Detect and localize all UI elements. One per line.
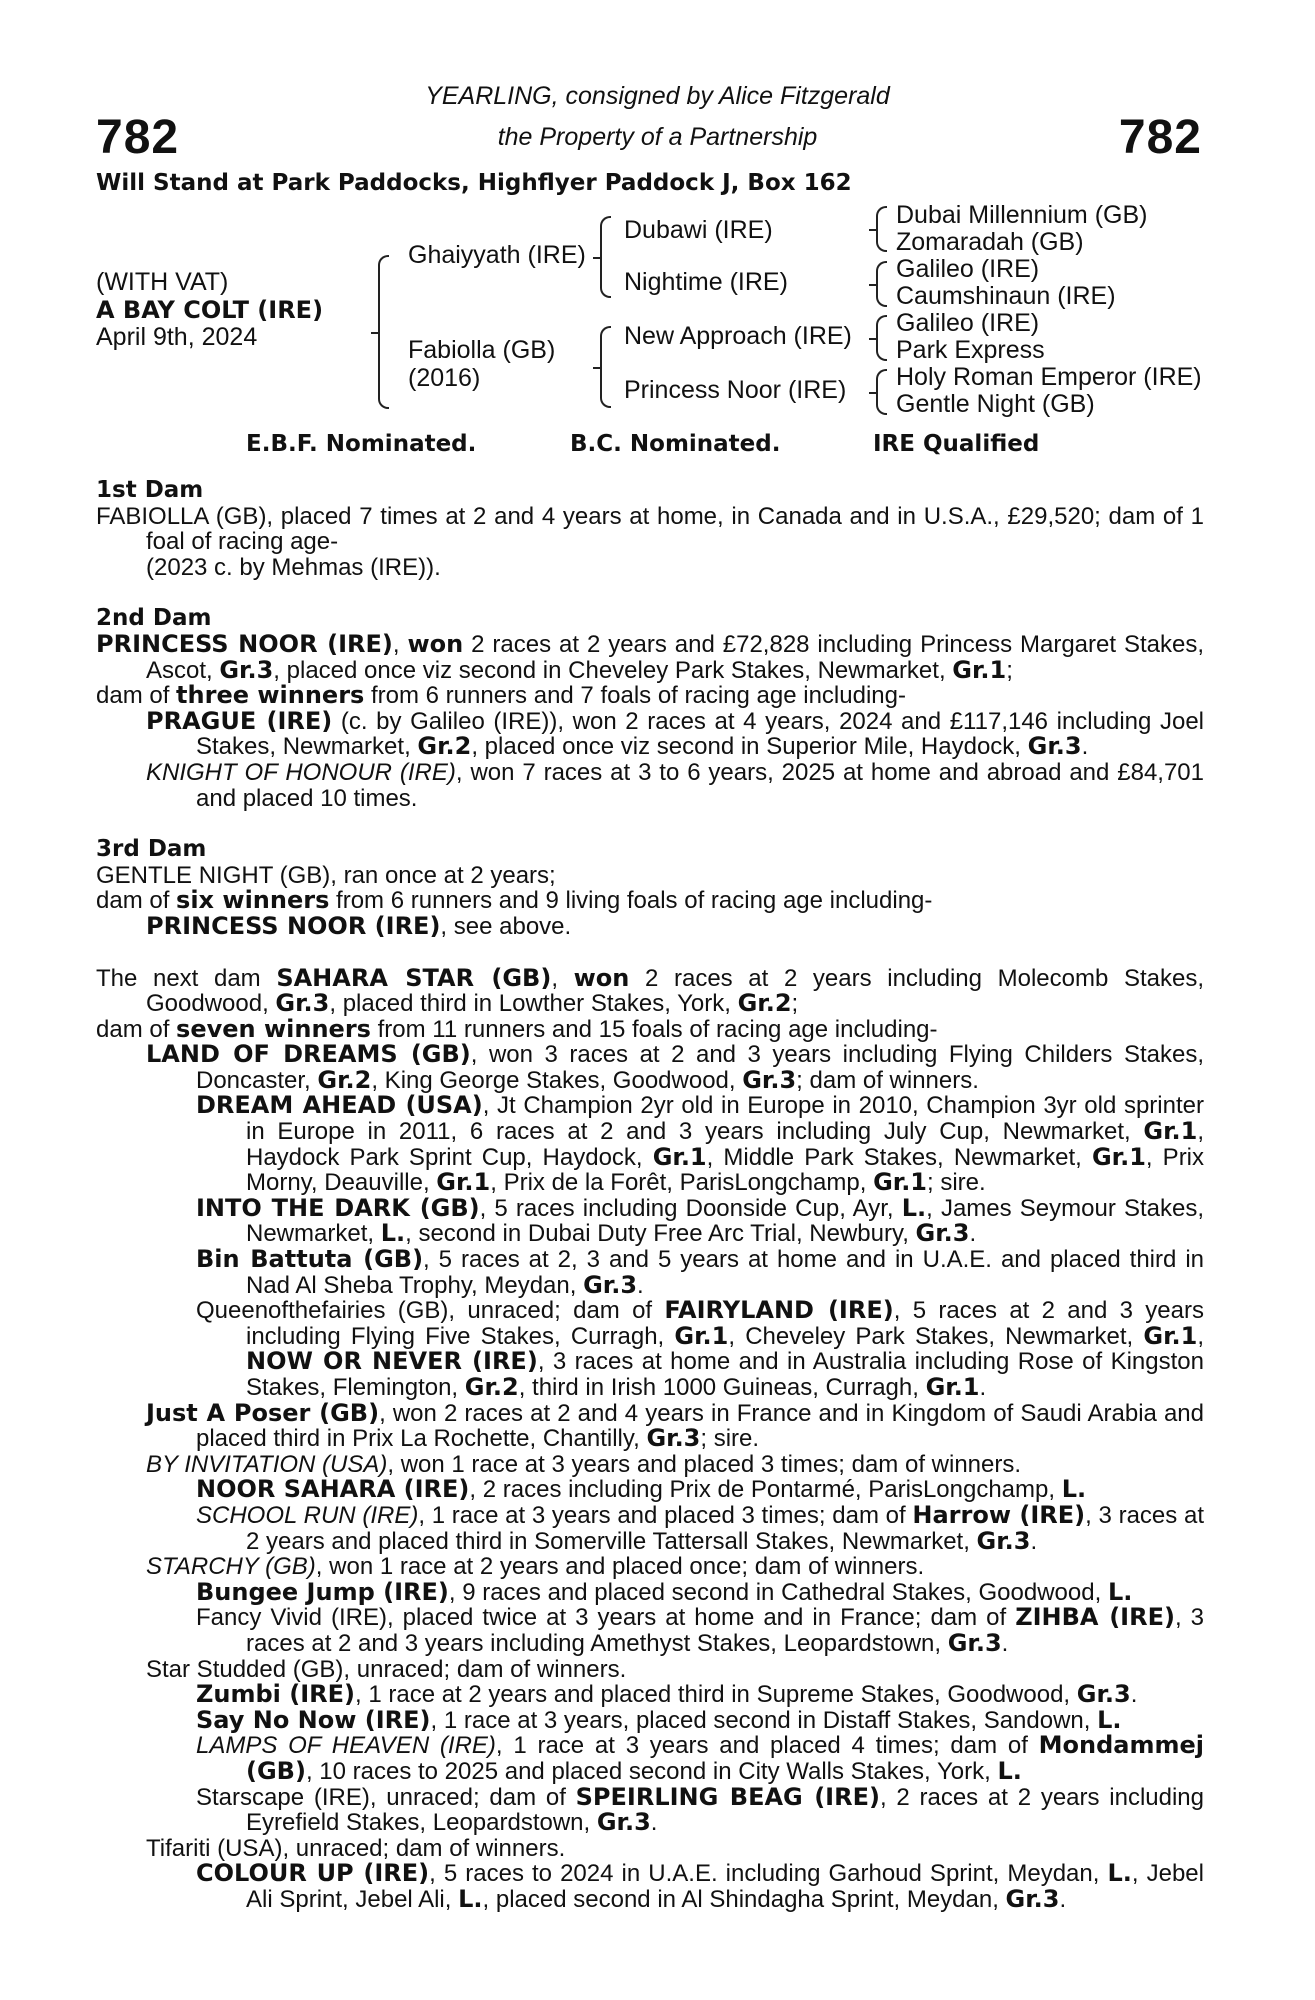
text: , Cheveley Park Stakes, Newmarket, bbox=[728, 1322, 1144, 1350]
horse-name: SPEIRLING BEAG (IRE) bbox=[575, 1782, 880, 1811]
produce-entry bbox=[96, 1500, 1204, 1555]
grade: L. bbox=[997, 1756, 1022, 1785]
text: from 11 runners and 15 foals of racing age including- bbox=[370, 1015, 938, 1043]
grade: Gr.3 bbox=[275, 989, 330, 1018]
produce-entry bbox=[96, 1657, 1204, 1683]
grade: Gr.3 bbox=[596, 1808, 651, 1837]
third-dam-entry: GENTLE NIGHT (GB), ran once at 2 years; bbox=[96, 861, 556, 889]
produce-entry bbox=[96, 911, 1204, 940]
grade: Gr.1 bbox=[952, 655, 1007, 684]
produce-entry bbox=[96, 1298, 1204, 1400]
horse-name: BY INVITATION (USA) bbox=[146, 1450, 388, 1478]
dam-dam: Princess Noor (IRE) bbox=[624, 376, 847, 404]
grade: Gr.3 bbox=[1076, 1680, 1131, 1709]
sire-sire-sire: Dubai Millennium (GB) bbox=[896, 201, 1148, 229]
stand-location: Will Stand at Park Paddocks, Highflyer Paddock J, Box 162 bbox=[96, 170, 852, 196]
horse-name: SAHARA STAR (GB) bbox=[276, 963, 552, 992]
horse-dob: April 9th, 2024 bbox=[96, 323, 258, 351]
first-dam-text: FABIOLLA (GB), placed 7 times at 2 and 4 years at home, in Canada and in U.S.A., £29,520; dam of 1 foal of racing age- bbox=[96, 502, 1204, 556]
text: Fancy Vivid (IRE), placed twice at 3 years at home and in France; dam of bbox=[196, 1604, 1016, 1632]
horse-name: LAND OF DREAMS (GB) bbox=[146, 1040, 471, 1069]
sire-dam: Nightime (IRE) bbox=[624, 268, 788, 296]
brace-ss bbox=[876, 206, 887, 252]
produce-entry bbox=[96, 1605, 1204, 1656]
produce-entry bbox=[96, 1042, 1204, 1093]
produce-entry bbox=[96, 1554, 1204, 1580]
first-dam-title: 1st Dam bbox=[96, 477, 204, 503]
text: , won 1 race at 2 years and placed once; dam of winners. bbox=[315, 1553, 925, 1581]
text: ; sire. bbox=[700, 1425, 760, 1453]
horse-name: Harrow (IRE) bbox=[912, 1500, 1086, 1529]
text: , King George Stakes, Goodwood, bbox=[371, 1066, 743, 1094]
horse-name: KNIGHT OF HONOUR (IRE) bbox=[146, 758, 456, 786]
first-dam-entry bbox=[96, 504, 1204, 555]
text: . bbox=[1059, 1885, 1067, 1913]
winners-count: seven winners bbox=[176, 1014, 371, 1043]
grade: Gr.3 bbox=[219, 655, 274, 684]
text: , 1 race at 2 years and placed third in Supreme Stakes, Goodwood, bbox=[355, 1681, 1077, 1709]
horse-name: ZIHBA (IRE) bbox=[1015, 1603, 1175, 1632]
text: , placed once viz second in Cheveley Park Stakes, Newmarket, bbox=[273, 656, 953, 684]
text: , 1 race at 3 years, placed second in Distaff Stakes, Sandown, bbox=[430, 1706, 1098, 1734]
catalogue-body bbox=[96, 478, 1204, 1912]
text: dam of bbox=[96, 887, 177, 915]
brace-dd bbox=[876, 369, 887, 415]
text: dam of bbox=[96, 682, 177, 710]
text: from 6 runners and 7 foals of racing age including- bbox=[364, 682, 906, 710]
grade: L. bbox=[1061, 1475, 1087, 1504]
text: ; bbox=[1006, 656, 1013, 684]
sire-dam-sire: Galileo (IRE) bbox=[896, 255, 1040, 283]
grade: Gr.1 bbox=[1143, 1321, 1198, 1350]
horse-name: LAMPS OF HEAVEN (IRE) bbox=[196, 1732, 496, 1760]
text: , Jebel Ali Sprint, Jebel Ali, bbox=[246, 1860, 1204, 1913]
grade: Gr.1 bbox=[1143, 1117, 1198, 1146]
vat-note: (WITH VAT) bbox=[96, 268, 229, 296]
grade: L. bbox=[1097, 1705, 1122, 1734]
horse-name: PRAGUE (IRE) bbox=[146, 706, 333, 735]
next-dam-entry: The next dam SAHARA STAR (GB), won 2 races at 2 years including Molecomb Stakes, Goodwood, Gr.3, placed third in Lowther Stakes, York, Gr.2; bbox=[96, 963, 1204, 1018]
sire: Ghaiyyath (IRE) bbox=[408, 241, 586, 269]
horse-name: PRINCESS NOOR (IRE) bbox=[96, 629, 393, 658]
text: , 3 races at 2 and 3 years including Amethyst Stakes, Leopardstown, bbox=[246, 1604, 1205, 1657]
text: , James Seymour Stakes, Newmarket, bbox=[246, 1194, 1205, 1248]
lot-number-left: 782 bbox=[96, 111, 180, 164]
grade: Gr.1 bbox=[674, 1321, 729, 1350]
text: , 1 race at 3 years and placed 4 times; dam of bbox=[495, 1732, 1039, 1760]
horse-name: Zumbi (IRE) bbox=[196, 1680, 355, 1709]
text: . bbox=[1081, 733, 1089, 761]
text: , bbox=[1197, 1322, 1204, 1350]
horse-name: Bin Battuta (GB) bbox=[196, 1245, 424, 1274]
grade: Gr.3 bbox=[947, 1628, 1002, 1657]
horse-name: A BAY COLT (IRE) bbox=[96, 296, 324, 324]
grade: Gr.1 bbox=[652, 1142, 707, 1171]
text: ; bbox=[791, 990, 799, 1018]
horse-name: Say No Now (IRE) bbox=[196, 1705, 431, 1734]
dam-sire-sire: Galileo (IRE) bbox=[896, 309, 1040, 337]
horse-name: FAIRYLAND (IRE) bbox=[664, 1296, 894, 1325]
produce-entry bbox=[96, 1577, 1204, 1606]
brace-sire bbox=[600, 216, 611, 298]
grade: Gr.1 bbox=[1091, 1142, 1146, 1171]
grade: Gr.3 bbox=[583, 1270, 638, 1299]
horse-name: COLOUR UP (IRE) bbox=[196, 1859, 430, 1888]
brace-ds bbox=[876, 315, 887, 361]
winners-count: six winners bbox=[176, 886, 330, 915]
text: , 3 races at 2 years and placed third in Somerville Tattersall Stakes, Newmarket, bbox=[246, 1501, 1204, 1555]
grade: L. bbox=[1107, 1859, 1132, 1888]
text: , 2 races at 2 years including Eyrefield Stakes, Leopardstown, bbox=[246, 1783, 1204, 1837]
dam-year: (2016) bbox=[408, 364, 481, 392]
text: (c. by Galileo (IRE)), won 2 races at 4 years, 2024 and £117,146 including Joel Stakes, Newmarket, bbox=[196, 707, 1204, 761]
produce-entry bbox=[96, 1398, 1204, 1453]
text: , second in Dubai Duty Free Arc Trial, Newbury, bbox=[405, 1220, 916, 1248]
text: . bbox=[650, 1809, 658, 1837]
horse-name: Just A Poser (GB) bbox=[146, 1398, 380, 1427]
produce-entry bbox=[96, 1861, 1204, 1912]
text: from 6 runners and 9 living foals of racing age including- bbox=[329, 887, 933, 915]
dam-sire-dam: Park Express bbox=[896, 336, 1045, 364]
dam: Fabiolla (GB) bbox=[408, 336, 556, 364]
text: , Haydock Park Sprint Cup, Haydock, bbox=[246, 1118, 1204, 1171]
text: 2 races at 2 years and £72,828 including Princess Margaret Stakes, Ascot, bbox=[146, 630, 1204, 684]
ebf-nominated: E.B.F. Nominated. bbox=[246, 431, 477, 457]
text: ; sire. bbox=[927, 1169, 986, 1197]
grade: Gr.1 bbox=[873, 1168, 928, 1197]
horse-name: Mondammej (GB) bbox=[246, 1731, 1205, 1785]
text: , see above. bbox=[440, 912, 572, 940]
text: , placed third in Lowther Stakes, York, bbox=[329, 990, 738, 1018]
text: , 5 races including Doonside Cup, Ayr, bbox=[479, 1194, 902, 1222]
text: ; dam of winners. bbox=[796, 1066, 979, 1094]
second-dam-produce bbox=[96, 683, 1204, 709]
text: The next dam bbox=[96, 964, 277, 992]
grade: L. bbox=[380, 1219, 406, 1248]
text: dam of bbox=[96, 1015, 177, 1043]
horse-name: NOOR SAHARA (IRE) bbox=[196, 1475, 470, 1504]
grade: L. bbox=[1107, 1577, 1133, 1606]
text: Starscape (IRE), unraced; dam of bbox=[196, 1783, 576, 1811]
lot-number-right: 782 bbox=[1118, 111, 1202, 164]
first-dam-foal: (2023 c. by Mehmas (IRE)). bbox=[146, 553, 441, 581]
next-dam-produce bbox=[96, 1014, 1204, 1043]
horse-name: DREAM AHEAD (USA) bbox=[196, 1091, 483, 1120]
produce-entry bbox=[96, 1705, 1204, 1734]
text: , Jt Champion 2yr old in Europe in 2010, Champion 3yr old sprinter in Europe in 2011, 6 races at 2 and 3 years including July Cup, Newmarket, bbox=[246, 1092, 1204, 1146]
text: , placed once viz second in Superior Mile, Haydock, bbox=[471, 733, 1028, 761]
text: Star Studded (GB), unraced; dam of winners. bbox=[146, 1655, 627, 1683]
produce-entry bbox=[96, 1782, 1204, 1837]
horse-name: STARCHY (GB) bbox=[146, 1553, 316, 1581]
text: , Prix Morny, Deauville, bbox=[246, 1143, 1205, 1197]
text: . bbox=[1030, 1527, 1038, 1555]
brace-dam bbox=[600, 326, 611, 408]
grade: Gr.3 bbox=[1027, 732, 1082, 761]
winners-count: three winners bbox=[176, 681, 365, 710]
won-label: won bbox=[407, 629, 464, 658]
dam-dam-sire: Holy Roman Emperor (IRE) bbox=[896, 363, 1202, 391]
grade: Gr.2 bbox=[737, 989, 792, 1018]
sire-dam-dam: Caumshinaun (IRE) bbox=[896, 282, 1116, 310]
grade: Gr.2 bbox=[317, 1065, 372, 1094]
text: , won 2 races at 2 and 4 years in France and in Kingdom of Saudi Arabia and placed third in Prix La Rochette, Chantilly, bbox=[196, 1399, 1204, 1453]
text: Queenofthefairies (GB), unraced; dam of bbox=[196, 1297, 665, 1325]
horse-name: PRINCESS NOOR (IRE) bbox=[146, 911, 441, 940]
sire-sire: Dubawi (IRE) bbox=[624, 216, 773, 244]
produce-entry bbox=[96, 706, 1204, 761]
text: , 5 races at 2, 3 and 5 years at home and in U.A.E. and placed third in Nad Al Sheba Trophy, Meydan, bbox=[246, 1246, 1204, 1299]
text: , 1 race at 3 years and placed 3 times; dam of bbox=[418, 1501, 913, 1529]
grade: Gr.3 bbox=[742, 1065, 797, 1094]
produce-entry bbox=[96, 1093, 1204, 1195]
text: , 5 races at 2 and 3 years including Flying Five Stakes, Curragh, bbox=[246, 1297, 1204, 1350]
second-dam-title: 2nd Dam bbox=[96, 605, 212, 632]
brace-main bbox=[378, 255, 389, 409]
dam-sire: New Approach (IRE) bbox=[624, 322, 852, 350]
produce-entry bbox=[96, 760, 1204, 811]
grade: Gr.3 bbox=[1005, 1884, 1060, 1913]
text: , 10 races to 2025 and placed second in City Walls Stakes, York, bbox=[305, 1757, 998, 1785]
grade: Gr.1 bbox=[925, 1373, 980, 1401]
grade: Gr.2 bbox=[417, 732, 472, 761]
third-dam-produce bbox=[96, 888, 1204, 914]
text: . bbox=[969, 1220, 977, 1248]
horse-name: Bungee Jump (IRE) bbox=[196, 1577, 449, 1606]
grade: L. bbox=[458, 1884, 483, 1913]
consignor-line: YEARLING, consigned by Alice Fitzgerald bbox=[425, 82, 890, 110]
text: , placed second in Al Shindagha Sprint, Meydan, bbox=[482, 1885, 1006, 1913]
text: , 3 races at home and in Australia including Rose of Kingston Stakes, Flemington, bbox=[246, 1348, 1204, 1401]
ire-qualified: IRE Qualified bbox=[873, 431, 1040, 457]
horse-name: INTO THE DARK (GB) bbox=[196, 1193, 480, 1222]
text: . bbox=[1130, 1681, 1138, 1709]
text: . bbox=[1001, 1629, 1009, 1657]
text: , won 1 race at 3 years and placed 3 times; dam of winners. bbox=[387, 1450, 1022, 1478]
text: , 5 races to 2024 in U.A.E. including Garhoud Sprint, Meydan, bbox=[429, 1860, 1108, 1888]
sire-sire-dam: Zomaradah (GB) bbox=[896, 228, 1084, 256]
text: . bbox=[637, 1271, 644, 1299]
text: , Prix de la Forêt, ParisLongchamp, bbox=[490, 1169, 874, 1197]
grade: Gr.3 bbox=[915, 1219, 970, 1248]
text: . bbox=[979, 1374, 987, 1401]
produce-entry bbox=[96, 1247, 1204, 1298]
brace-sd bbox=[876, 261, 887, 307]
produce-entry bbox=[96, 1733, 1204, 1784]
grade: Gr.1 bbox=[436, 1168, 491, 1197]
grade: Gr.2 bbox=[464, 1373, 519, 1401]
text: , won 3 races at 2 and 3 years including Flying Childers Stakes, Doncaster, bbox=[196, 1041, 1204, 1094]
text: , third in Irish 1000 Guineas, Curragh, bbox=[518, 1374, 926, 1401]
text: , won 7 races at 3 to 6 years, 2025 at home and abroad and £84,701 and placed 10 times. bbox=[196, 758, 1205, 812]
bc-nominated: B.C. Nominated. bbox=[570, 431, 781, 457]
produce-entry bbox=[96, 1477, 1204, 1503]
grade: Gr.3 bbox=[976, 1526, 1031, 1555]
grade: L. bbox=[901, 1193, 927, 1222]
grade: Gr.3 bbox=[646, 1424, 701, 1453]
produce-entry bbox=[96, 1452, 1204, 1478]
text: , Middle Park Stakes, Newmarket, bbox=[706, 1143, 1092, 1171]
produce-entry bbox=[96, 1682, 1204, 1708]
horse-name: SCHOOL RUN (IRE) bbox=[196, 1501, 419, 1529]
horse-name: NOW OR NEVER (IRE) bbox=[246, 1347, 538, 1376]
property-line: the Property of a Partnership bbox=[497, 123, 818, 151]
dam-dam-dam: Gentle Night (GB) bbox=[896, 390, 1095, 418]
text: Tifariti (USA), unraced; dam of winners. bbox=[146, 1834, 566, 1862]
third-dam-title: 3rd Dam bbox=[96, 836, 207, 863]
won-label: won bbox=[573, 963, 630, 992]
second-dam-entry: PRINCESS NOOR (IRE), won 2 races at 2 years and £72,828 including Princess Margaret Stakes, Ascot, Gr.3, placed once viz second in Cheveley Park Stakes, Newmarket, Gr.1; bbox=[96, 629, 1204, 684]
produce-entry bbox=[96, 1836, 1204, 1862]
text: , 2 races including Prix de Pontarmé, ParisLongchamp, bbox=[469, 1476, 1062, 1504]
text: , 9 races and placed second in Cathedral Stakes, Goodwood, bbox=[448, 1578, 1108, 1606]
produce-entry bbox=[96, 1193, 1205, 1248]
text: 2 races at 2 years including Molecomb Stakes, Goodwood, bbox=[146, 964, 1204, 1018]
